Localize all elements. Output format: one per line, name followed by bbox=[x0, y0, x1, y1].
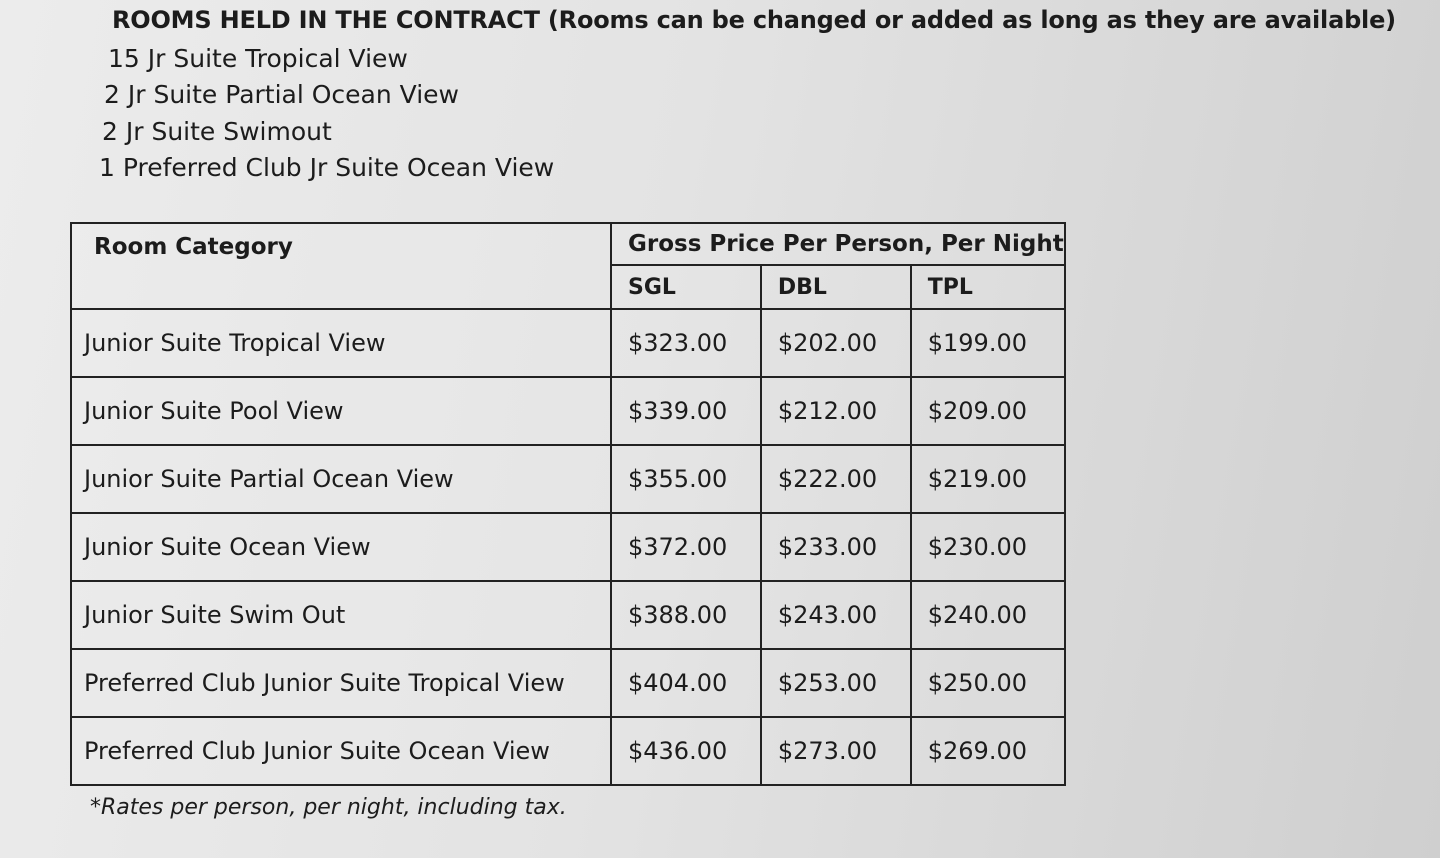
table-row bbox=[71, 445, 1065, 513]
gross-price-header: Gross Price Per Person, Per Night bbox=[611, 223, 1065, 265]
tpl-price-cell: $219.00 bbox=[911, 445, 1065, 513]
dbl-price-cell: $212.00 bbox=[761, 377, 911, 445]
tpl-price-cell: $240.00 bbox=[911, 581, 1065, 649]
table-row bbox=[71, 649, 1065, 717]
room-name-cell: Junior Suite Tropical View bbox=[71, 309, 611, 377]
table-header-row bbox=[71, 223, 1065, 265]
sgl-price-cell: $436.00 bbox=[611, 717, 761, 785]
room-category-header: Room Category bbox=[71, 223, 611, 309]
table-row bbox=[71, 309, 1065, 377]
sgl-price-cell: $355.00 bbox=[611, 445, 761, 513]
room-name-cell: Preferred Club Junior Suite Tropical View bbox=[71, 649, 611, 717]
tpl-price-cell: $199.00 bbox=[911, 309, 1065, 377]
dbl-price-cell: $233.00 bbox=[761, 513, 911, 581]
sgl-price-cell: $339.00 bbox=[611, 377, 761, 445]
table-row bbox=[71, 717, 1065, 785]
room-name-cell: Junior Suite Ocean View bbox=[71, 513, 611, 581]
tpl-price-cell: $250.00 bbox=[911, 649, 1065, 717]
sgl-price-cell: $404.00 bbox=[611, 649, 761, 717]
sgl-header: SGL bbox=[611, 265, 761, 309]
contract-room-line: 1 Preferred Club Jr Suite Ocean View bbox=[99, 153, 555, 182]
tpl-price-cell: $269.00 bbox=[911, 717, 1065, 785]
dbl-price-cell: $273.00 bbox=[761, 717, 911, 785]
rates-table bbox=[70, 222, 1066, 786]
tpl-price-cell: $209.00 bbox=[911, 377, 1065, 445]
tpl-price-cell: $230.00 bbox=[911, 513, 1065, 581]
contract-room-line: 2 Jr Suite Partial Ocean View bbox=[104, 80, 459, 109]
room-name-cell: Preferred Club Junior Suite Ocean View bbox=[71, 717, 611, 785]
contract-heading: ROOMS HELD IN THE CONTRACT (Rooms can be changed or added as long as they are available) bbox=[112, 6, 1396, 34]
sgl-price-cell: $372.00 bbox=[611, 513, 761, 581]
contract-room-line: 15 Jr Suite Tropical View bbox=[108, 44, 408, 73]
dbl-header: DBL bbox=[761, 265, 911, 309]
tpl-header: TPL bbox=[911, 265, 1065, 309]
contract-room-line: 2 Jr Suite Swimout bbox=[102, 117, 332, 146]
table-row bbox=[71, 513, 1065, 581]
dbl-price-cell: $253.00 bbox=[761, 649, 911, 717]
rates-footnote: *Rates per person, per night, including tax. bbox=[90, 795, 567, 820]
room-name-cell: Junior Suite Partial Ocean View bbox=[71, 445, 611, 513]
dbl-price-cell: $202.00 bbox=[761, 309, 911, 377]
sgl-price-cell: $323.00 bbox=[611, 309, 761, 377]
table-row bbox=[71, 377, 1065, 445]
sgl-price-cell: $388.00 bbox=[611, 581, 761, 649]
dbl-price-cell: $243.00 bbox=[761, 581, 911, 649]
table-row bbox=[71, 581, 1065, 649]
dbl-price-cell: $222.00 bbox=[761, 445, 911, 513]
room-name-cell: Junior Suite Swim Out bbox=[71, 581, 611, 649]
room-name-cell: Junior Suite Pool View bbox=[71, 377, 611, 445]
